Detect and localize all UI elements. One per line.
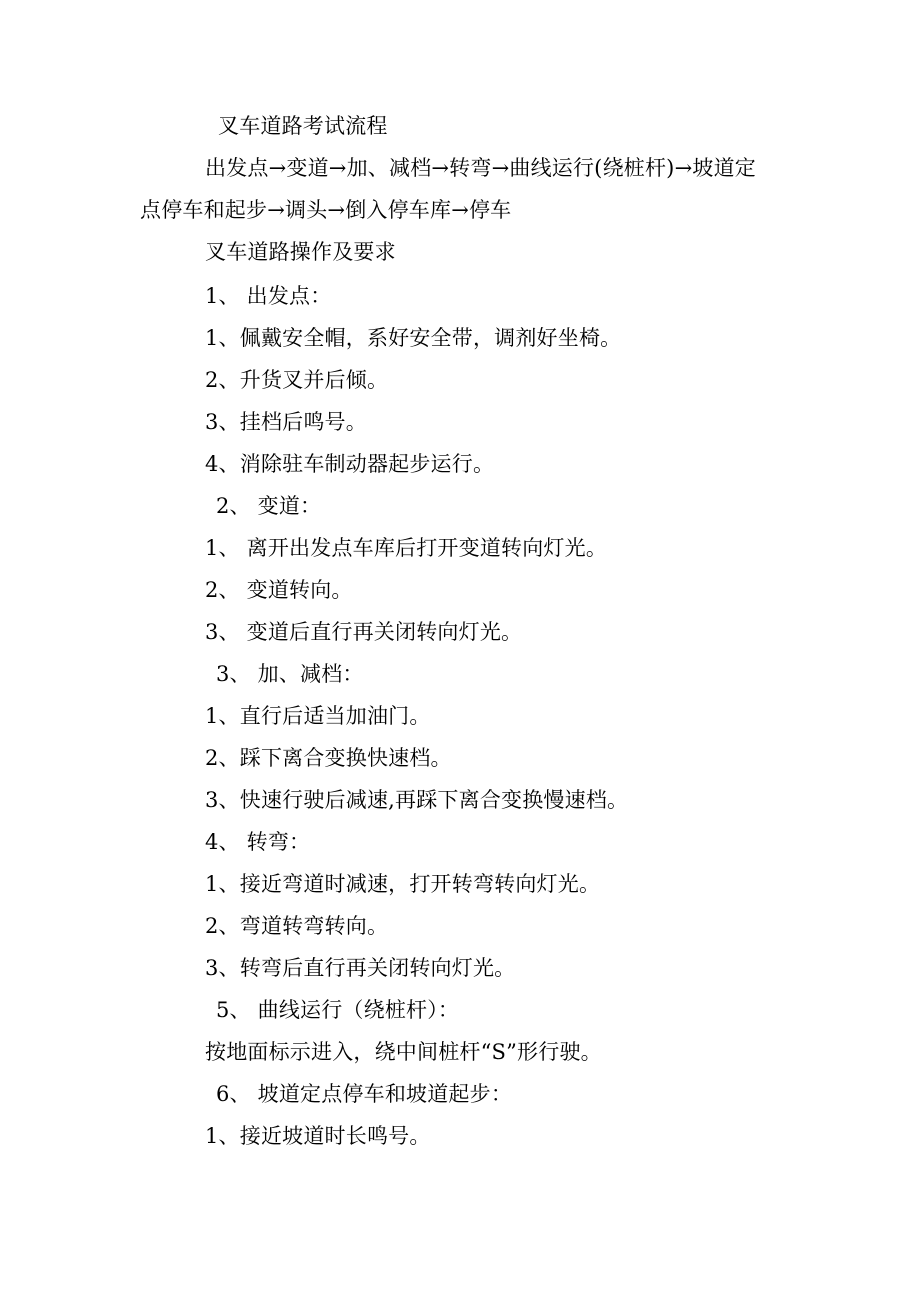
list-item: 1、接近坡道时长鸣号。 bbox=[205, 1124, 431, 1148]
document-title: 叉车道路考试流程 bbox=[218, 114, 388, 138]
flow-line-2: 点停车和起步→调头→倒入停车库→停车 bbox=[140, 198, 512, 222]
list-item: 2、升货叉并后倾。 bbox=[205, 368, 389, 392]
section-subtitle: 叉车道路操作及要求 bbox=[205, 240, 396, 264]
list-item: 3、 变道后直行再关闭转向灯光。 bbox=[205, 620, 523, 644]
section-heading: 4、 转弯： bbox=[205, 830, 311, 854]
section-heading: 3、 加、减档： bbox=[216, 662, 364, 686]
list-item: 3、转弯后直行再关闭转向灯光。 bbox=[205, 956, 516, 980]
list-item: 按地面标示进入，绕中间桩杆“S”形行驶。 bbox=[205, 1040, 602, 1064]
list-item: 2、弯道转弯转向。 bbox=[205, 914, 389, 938]
list-item: 3、快速行驶后减速,再踩下离合变换慢速档。 bbox=[205, 788, 629, 812]
list-item: 2、踩下离合变换快速档。 bbox=[205, 746, 452, 770]
list-item: 1、佩戴安全帽，系好安全带，调剂好坐椅。 bbox=[205, 326, 622, 350]
section-heading: 2、 变道： bbox=[216, 494, 322, 518]
list-item: 1、直行后适当加油门。 bbox=[205, 704, 431, 728]
list-item: 3、挂档后鸣号。 bbox=[205, 410, 367, 434]
flow-line-1: 出发点→变道→加、减档→转弯→曲线运行(绕桩杆)→坡道定 bbox=[205, 156, 756, 180]
section-heading: 6、 坡道定点停车和坡道起步： bbox=[216, 1082, 513, 1106]
section-heading: 1、 出发点： bbox=[205, 284, 332, 308]
list-item: 4、消除驻车制动器起步运行。 bbox=[205, 452, 495, 476]
list-item: 1、接近弯道时减速，打开转弯转向灯光。 bbox=[205, 872, 601, 896]
list-item: 2、 变道转向。 bbox=[205, 578, 353, 602]
section-heading: 5、 曲线运行（绕桩杆）： bbox=[216, 998, 460, 1022]
list-item: 1、 离开出发点车库后打开变道转向灯光。 bbox=[205, 536, 608, 560]
